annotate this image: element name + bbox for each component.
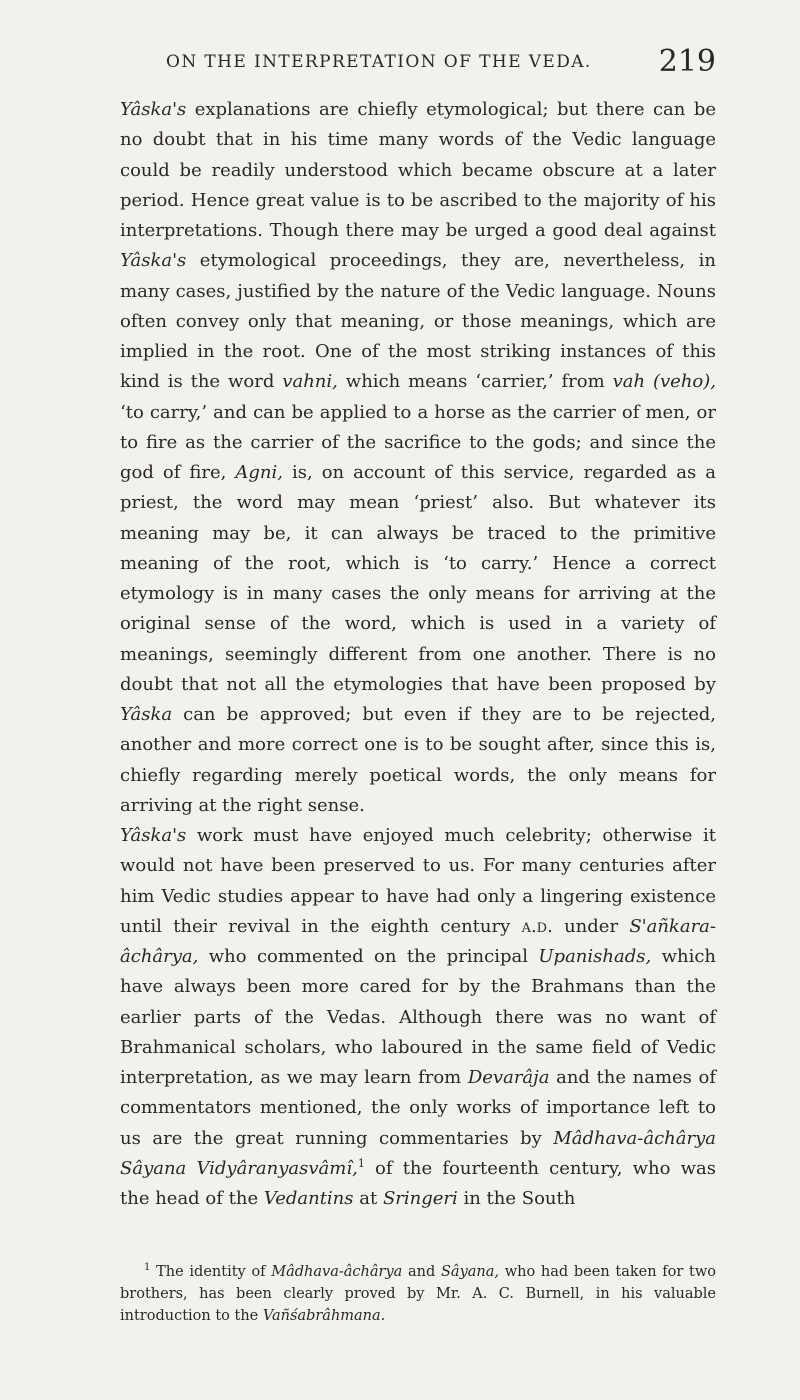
italic-term: Mâdhava-âchârya xyxy=(271,1264,403,1280)
text-run: ‘to carry,’ and can be applied to a horse as the carrier of men, or to fire as the carrier of the sacrifice to the gods; and since the god of fire, xyxy=(120,401,716,483)
italic-term: Yâska's xyxy=(120,825,187,846)
text-run: and xyxy=(402,1264,441,1280)
running-head xyxy=(120,44,716,84)
paragraph-1 xyxy=(120,95,716,821)
italic-term: Agni, xyxy=(235,462,283,483)
text-run: etymological proceedings, they are, nevertheless, in many cases, justified by the nature of the Vedic language. Nouns often convey only that meaning, or those meanings, which are implied in the root. One of the most striking instances of this kind is the word xyxy=(120,250,716,393)
text-run: work must have enjoyed much celebrity; otherwise it would not have been preserved to us. For many centuries after him Vedic studies appear to have had only a lingering existence until their revival in the eighth century xyxy=(120,825,716,937)
italic-term: Mâdhava-âchârya Sâyana Vidyâranyasvâmî, xyxy=(120,1127,716,1179)
italic-term: vahni, xyxy=(282,371,338,393)
text-run: The identity of xyxy=(150,1264,272,1280)
text-run: who had been taken for two brothers, has been clearly proved by Mr. A. C. Burnell, in his valuable introduction to the xyxy=(120,1264,717,1324)
italic-term: Yâska's xyxy=(120,99,187,120)
text-run: under xyxy=(552,915,630,937)
footnote xyxy=(120,1261,716,1327)
text-run: is, on account of this service, regarded as a priest, the word may mean ‘priest’ also. But whatever its meaning may be, it can always be traced to the primitive meaning of the root, which is ‘to carry.’ Hence a correct etymology is in many cases the only means for arriving at the original sense of the word, which is used in a variety of meanings, seemingly different from one another. There is no doubt that not all the etymologies that have been proposed by xyxy=(120,462,716,695)
era-abbrev: a.d. xyxy=(521,915,553,937)
paragraph-2 xyxy=(120,821,716,1214)
text-run: who commented on the principal xyxy=(198,946,539,967)
page-number: 219 xyxy=(658,44,716,79)
italic-term: Yâska xyxy=(120,704,173,725)
text-run: can be approved; but even if they are to be rejected, another and more correct one is to be sought after, since this is, chiefly regarding merely poetical words, the only means for arriving at the right sense. xyxy=(120,704,716,816)
footnote-ref: 1 xyxy=(357,1156,365,1170)
footnote-text xyxy=(120,1261,716,1327)
main-text xyxy=(120,95,716,1214)
footnote-body xyxy=(120,1264,716,1324)
italic-term: Vañśabrâhmana. xyxy=(262,1308,386,1324)
footnote-marker: 1 xyxy=(144,1262,151,1274)
italic-term: Yâska's xyxy=(120,250,187,272)
text-run: which have always been more cared for by the Brahmans than the earlier parts of the Vedas. Although there was no want of Brahmanical scholars, who laboured in the same field of Vedic interpretation, as we may learn from xyxy=(120,946,717,1088)
italic-term: Vedantins xyxy=(263,1188,354,1209)
text-run: explanations are chiefly etymological; but there can be no doubt that in his time many words of the Vedic language could be readily understood which became obscure at a later period. Hence great value is to be ascribed to the majority of his interpretations. Though there may be urged a good deal against xyxy=(120,99,716,241)
italic-term: Upanishads, xyxy=(538,946,652,967)
italic-term: Sâyana, xyxy=(440,1264,499,1280)
text-run: and the names of commentators mentioned, the only works of importance left to us are the great running commentaries by xyxy=(120,1067,716,1149)
text-run: which means ‘carrier,’ from xyxy=(337,371,613,393)
text-run: in the South xyxy=(457,1188,576,1209)
italic-term: Devarâja xyxy=(467,1067,550,1088)
text-run: of the fourteenth century, who was the head of the xyxy=(120,1157,716,1209)
italic-term: Sringeri xyxy=(382,1188,458,1209)
italic-term: S'añkara-âchârya, xyxy=(120,915,716,967)
running-head-title: ON THE INTERPRETATION OF THE VEDA. xyxy=(166,52,592,72)
italic-term: vah (veho), xyxy=(612,371,717,393)
text-run: at xyxy=(353,1188,383,1209)
